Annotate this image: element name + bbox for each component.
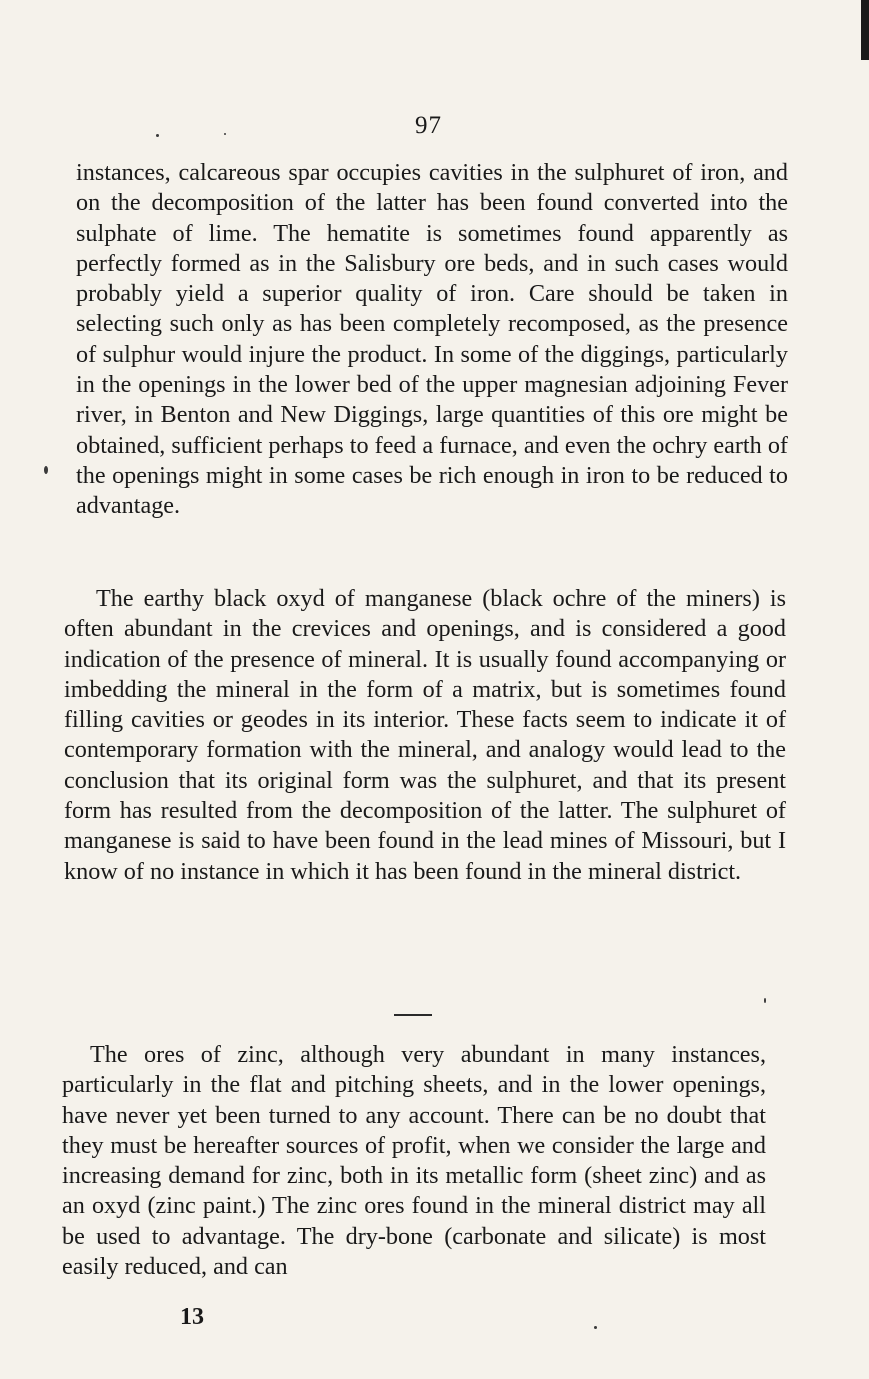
section-divider bbox=[394, 1014, 432, 1016]
paragraph-iron-ores: instances, calcareous spar occupies cavities in the sulphuret of iron, and on the decomposition of the latter has been found converted into the sulphate of lime. The hematite is sometimes found apparently as perfectly formed as in the Salisbury ore beds, and in such cases would probably yield a superior quality of iron. Care should be taken in selecting such only as has been completely recomposed, as the presence of sulphur would injure the product. In some of the diggings, particularly in the openings in the lower bed of the upper magnesian adjoining Fever river, in Benton and New Diggings, large quantities of this ore might be obtained, sufficient perhaps to feed a furnace, and even the ochry earth of the openings might in some cases be rich enough in iron to be reduced to advantage. bbox=[76, 159, 788, 520]
page-number: 97 bbox=[415, 112, 442, 139]
paper-speck bbox=[156, 134, 159, 137]
signature-mark: 13 bbox=[180, 1304, 204, 1330]
paragraph-zinc-ores: The ores of zinc, although very abundant in many instances, particularly in the flat and pitching sheets, and in the lower openings, have never yet been turned to any account. There can be no doubt that they must be hereafter sources of profit, when we consider the large and increasing demand for zinc, both in its metallic form (sheet zinc) and as an oxyd (zinc paint.) The zinc ores found in the mineral district may all be used to advantage. The dry-bone (carbonate and silicate) is most easily reduced, and can bbox=[62, 1041, 766, 1281]
paper-speck bbox=[224, 133, 226, 135]
paragraph-manganese: The earthy black oxyd of manganese (black ochre of the miners) is often abundant in the crevices and openings, and is considered a good indication of the presence of mineral. It is usually found accompanying or imbedding the mineral in the form of a matrix, but is sometimes found filling cavities or geodes in its interior. These facts seem to indicate it of contemporary formation with the mineral, and analogy would lead to the conclusion that its original form was the sulphuret, and that its present form has resulted from the decomposition of the latter. The sulphuret of manganese is said to have been found in the lead mines of Missouri, but I know of no instance in which it has been found in the mineral district. bbox=[64, 585, 786, 885]
paper-speck bbox=[764, 998, 766, 1003]
page-edge-shadow bbox=[861, 0, 869, 60]
paper-speck bbox=[44, 466, 48, 474]
paper-speck bbox=[594, 1326, 597, 1329]
